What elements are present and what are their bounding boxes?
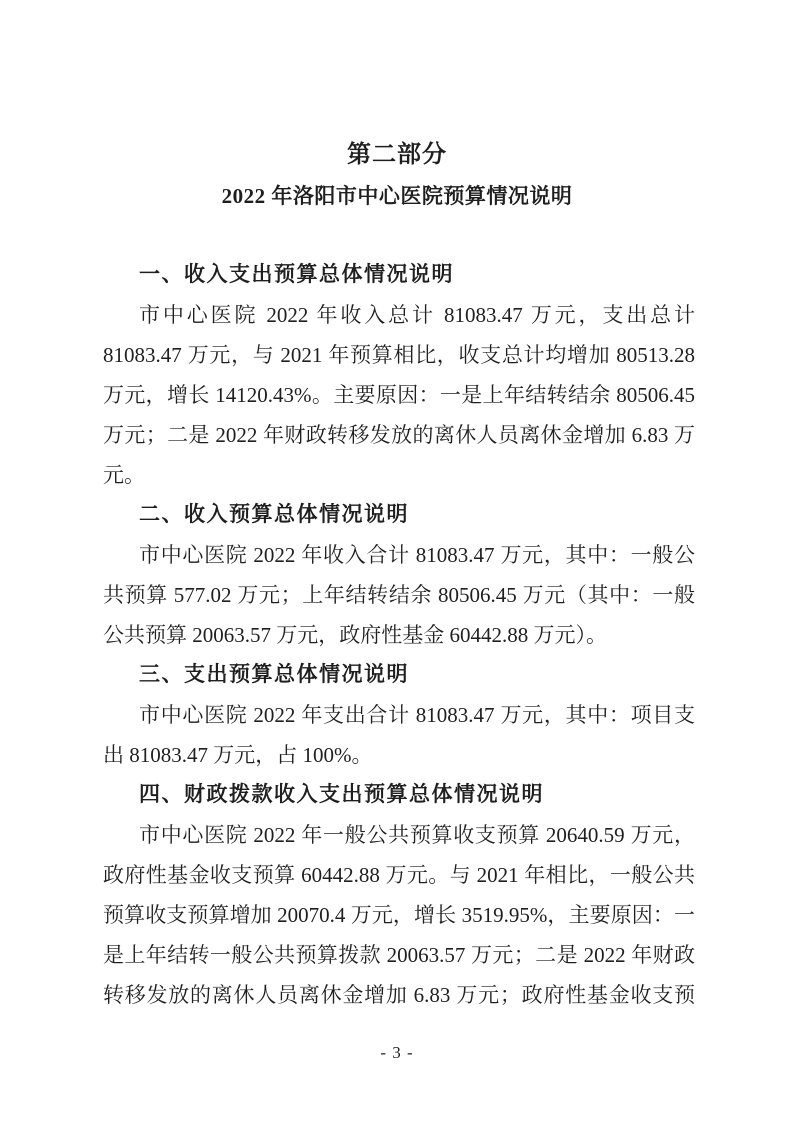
section-2-heading: 二、收入预算总体情况说明 [139, 503, 409, 526]
section-1-heading: 一、收入支出预算总体情况说明 [139, 263, 454, 286]
document-body [103, 255, 695, 1015]
body-line: 市中心医院 2022 年收入合计 81083.47 万元，其中：一般公 [139, 543, 695, 567]
body-line: 出 81083.47 万元，占 100%。 [103, 743, 373, 767]
body-line: 81083.47 万元，与 2021 年预算相比，收支总计均增加 80513.28 [103, 343, 695, 367]
body-line: 政府性基金收支预算 60442.88 万元。与 2021 年相比，一般公共 [103, 863, 695, 887]
page-number: - 3 - [380, 1043, 414, 1062]
body-line: 市中心医院 2022 年收入总计 81083.47 万元，支出总计 [139, 303, 695, 327]
body-line: 预算收支预算增加 20070.4 万元，增长 3519.95%，主要原因：一 [103, 903, 695, 927]
body-line: 元。 [103, 463, 145, 487]
body-line: 市中心医院 2022 年支出合计 81083.47 万元，其中：项目支 [139, 703, 695, 727]
body-line: 转移发放的离休人员离休金增加 6.83 万元；政府性基金收支预 [103, 983, 695, 1007]
body-line: 共预算 577.02 万元；上年结转结余 80506.45 万元（其中：一般 [103, 583, 695, 607]
body-line: 万元，增长 14120.43%。主要原因：一是上年结转结余 80506.45 [103, 383, 695, 407]
body-line: 是上年结转一般公共预算拨款 20063.57 万元；二是 2022 年财政 [103, 943, 695, 967]
section-4-heading: 四、财政拨款收入支出预算总体情况说明 [139, 783, 544, 806]
body-line: 万元；二是 2022 年财政转移发放的离休人员离休金增加 6.83 万 [103, 423, 695, 447]
part-title: 第二部分 [347, 141, 447, 168]
body-line: 市中心医院 2022 年一般公共预算收支预算 20640.59 万元， [139, 823, 695, 847]
document-subtitle: 2022 年洛阳市中心医院预算情况说明 [221, 184, 573, 208]
body-line: 公共预算 20063.57 万元，政府性基金 60442.88 万元）。 [103, 623, 607, 647]
section-3-heading: 三、支出预算总体情况说明 [139, 663, 409, 686]
